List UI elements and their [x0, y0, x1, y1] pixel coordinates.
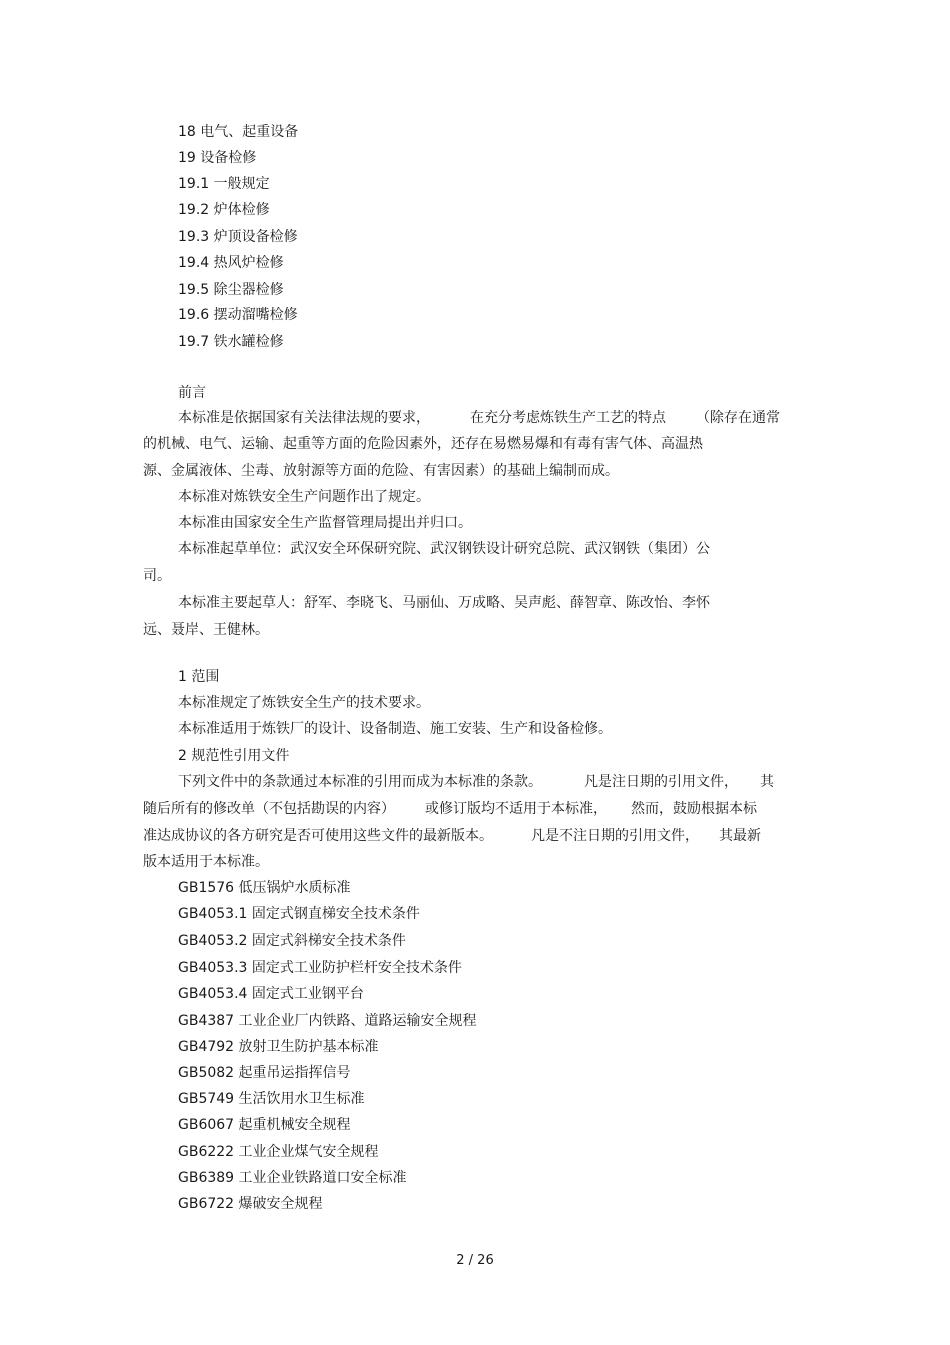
paragraph-line: 版本适用于本标准。	[143, 854, 269, 870]
page-number: 2 / 26	[456, 1253, 494, 1268]
reference-item: GB6067 起重机械安全规程	[178, 1117, 351, 1133]
toc-item: 19.6 摆动溜嘴检修	[178, 307, 298, 323]
text-segment: 凡是不注日期的引用文件，	[531, 828, 699, 844]
reference-item: GB4792 放射卫生防护基本标准	[178, 1039, 379, 1055]
paragraph-line	[143, 799, 757, 819]
text-segment: 随后所有的修改单（不包括勘误的内容）	[143, 801, 395, 817]
reference-item: GB1576 低压锅炉水质标准	[178, 880, 351, 896]
toc-item: 19.2 炉体检修	[178, 202, 270, 218]
reference-item: GB4053.2 固定式斜梯安全技术条件	[178, 933, 406, 949]
reference-item: GB6222 工业企业煤气安全规程	[178, 1144, 379, 1160]
text-segment: 准达成协议的各方研究是否可使用这些文件的最新版本。	[143, 828, 493, 844]
paragraph-line: 远、聂岸、王健林。	[143, 622, 269, 638]
reference-item: GB4387 工业企业厂内铁路、道路运输安全规程	[178, 1013, 477, 1029]
paragraph-line	[178, 772, 774, 792]
toc-item: 18 电气、起重设备	[178, 124, 299, 140]
section-heading: 2 规范性引用文件	[178, 748, 290, 764]
reference-item: GB5082 起重吊运指挥信号	[178, 1065, 351, 1081]
text-segment: 其最新	[719, 828, 761, 844]
paragraph-line: 本标准适用于炼铁厂的设计、设备制造、施工安装、生产和设备检修。	[178, 721, 612, 737]
toc-item: 19.1 一般规定	[178, 176, 270, 192]
paragraph-line: 源、金属液体、尘毒、放射源等方面的危险、有害因素）的基础上编制而成。	[143, 463, 619, 479]
text-segment: 然而，鼓励根据本标	[631, 801, 757, 817]
text-segment: 其	[760, 774, 774, 790]
paragraph-line	[178, 408, 780, 428]
toc-item: 19 设备检修	[178, 150, 257, 166]
reference-item: GB6722 爆破安全规程	[178, 1196, 323, 1212]
reference-item: GB6389 工业企业铁路道口安全标准	[178, 1170, 407, 1186]
paragraph-line: 本标准规定了炼铁安全生产的技术要求。	[178, 695, 430, 711]
paragraph-line: 本标准起草单位：武汉安全环保研究院、武汉钢铁设计研究总院、武汉钢铁（集团）公	[178, 541, 710, 557]
text-segment: 在充分考虑炼铁生产工艺的特点	[470, 410, 666, 426]
reference-item: GB4053.3 固定式工业防护栏杆安全技术条件	[178, 960, 462, 976]
toc-item: 19.5 除尘器检修	[178, 282, 284, 298]
text-segment: （除存在通常	[696, 410, 780, 426]
text-segment: 本标准是依据国家有关法律法规的要求，	[178, 410, 430, 426]
paragraph-line: 司。	[143, 568, 171, 584]
paragraph-line: 本标准由国家安全生产监督管理局提出并归口。	[178, 515, 472, 531]
section-heading: 1 范围	[178, 669, 220, 685]
toc-item: 19.4 热风炉检修	[178, 255, 284, 271]
reference-item: GB4053.4 固定式工业钢平台	[178, 986, 364, 1002]
paragraph-line	[143, 826, 761, 846]
paragraph-line: 本标准主要起草人：舒军、李晓飞、马丽仙、万成略、吴声彪、薛智章、陈改怡、李怀	[178, 595, 710, 611]
text-segment: 凡是注日期的引用文件，	[584, 774, 738, 790]
foreword-heading: 前言	[178, 385, 206, 401]
paragraph-line: 本标准对炼铁安全生产问题作出了规定。	[178, 489, 430, 505]
text-segment: 或修订版均不适用于本标准，	[425, 801, 607, 817]
toc-item: 19.7 铁水罐检修	[178, 334, 284, 350]
toc-item: 19.3 炉顶设备检修	[178, 229, 298, 245]
reference-item: GB5749 生活饮用水卫生标准	[178, 1091, 365, 1107]
text-segment: 下列文件中的条款通过本标准的引用而成为本标准的条款。	[178, 774, 542, 790]
reference-item: GB4053.1 固定式钢直梯安全技术条件	[178, 906, 420, 922]
paragraph-line: 的机械、电气、运输、起重等方面的危险因素外，还存在易燃易爆和有毒有害气体、高温热	[143, 436, 703, 452]
